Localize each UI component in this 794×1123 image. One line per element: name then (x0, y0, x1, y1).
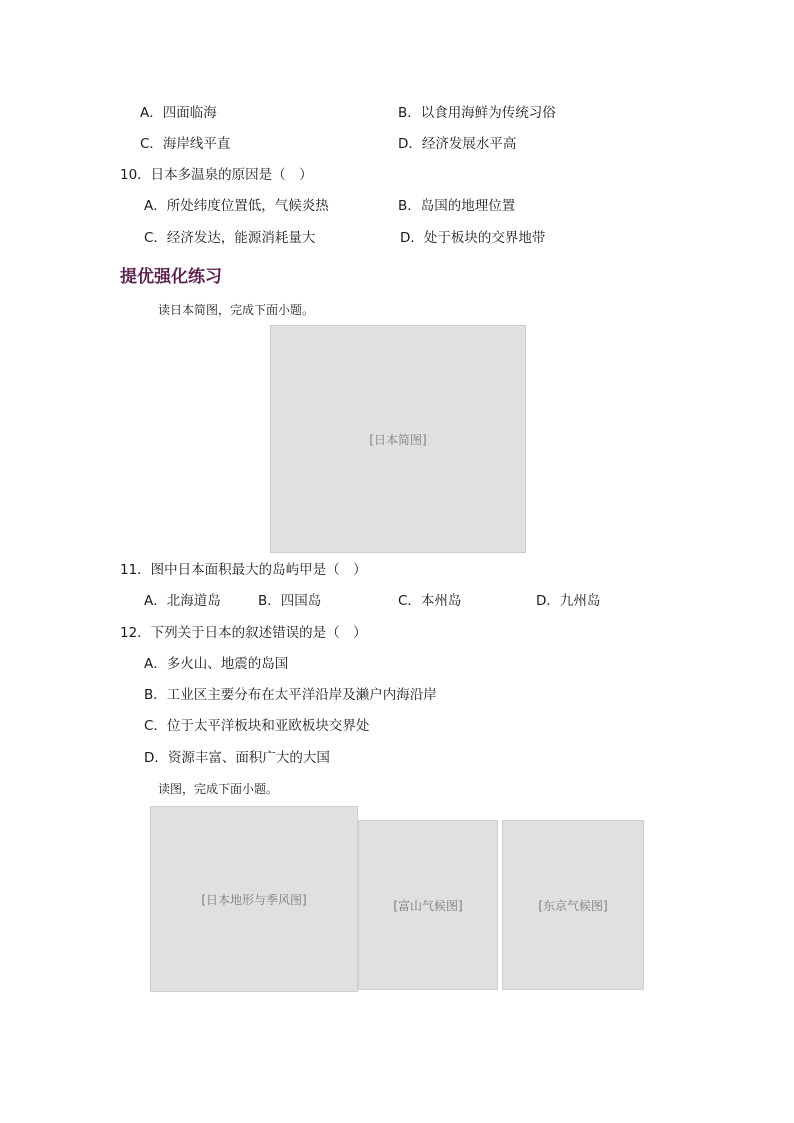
q9-option-c[interactable]: C．海岸线平直 (140, 136, 231, 152)
q12-stem: 12．下列关于日本的叙述错误的是（ ） (120, 625, 367, 641)
q12-option-c[interactable]: C．位于太平洋板块和亚欧板块交界处 (144, 718, 370, 734)
tokyo-climate-chart (502, 820, 644, 990)
japan-map-placeholder-label: [日本简图] (369, 432, 427, 447)
q10-stem: 10．日本多温泉的原因是（ ） (120, 167, 313, 183)
section-title: 提优强化练习 (120, 267, 222, 287)
toyama-climate-chart-placeholder-label: [富山气候图] (393, 898, 463, 913)
intro-japan-map: 读日本简图，完成下面小题。 (158, 303, 315, 317)
toyama-climate-chart (358, 820, 498, 990)
q11-option-b[interactable]: B．四国岛 (258, 593, 322, 609)
japan-map-figure (270, 325, 526, 553)
q10-option-d[interactable]: D．处于板块的交界地带 (400, 230, 546, 246)
q10-option-c[interactable]: C．经济发达，能源消耗量大 (144, 230, 316, 246)
q12-option-b[interactable]: B．工业区主要分布在太平洋沿岸及濑户内海沿岸 (144, 687, 437, 703)
q9-option-d[interactable]: D．经济发展水平高 (398, 136, 517, 152)
tokyo-climate-chart-placeholder-label: [东京气候图] (538, 898, 608, 913)
intro-climate-figures: 读图，完成下面小题。 (158, 782, 279, 796)
terrain-monsoon-map-figure (150, 806, 358, 992)
q9-option-a[interactable]: A．四面临海 (140, 105, 217, 121)
terrain-monsoon-map-placeholder-label: [日本地形与季风图] (201, 892, 307, 907)
q11-option-d[interactable]: D．九州岛 (536, 593, 601, 609)
q10-option-a[interactable]: A．所处纬度位置低，气候炎热 (144, 198, 329, 214)
q11-option-a[interactable]: A．北海道岛 (144, 593, 221, 609)
q11-stem: 11．图中日本面积最大的岛屿甲是（ ） (120, 562, 367, 578)
q11-option-c[interactable]: C．本州岛 (398, 593, 462, 609)
q10-option-b[interactable]: B．岛国的地理位置 (398, 198, 516, 214)
q12-option-d[interactable]: D．资源丰富、面积广大的大国 (144, 750, 330, 766)
q9-option-b[interactable]: B．以食用海鲜为传统习俗 (398, 105, 556, 121)
q12-option-a[interactable]: A．多火山、地震的岛国 (144, 656, 289, 672)
